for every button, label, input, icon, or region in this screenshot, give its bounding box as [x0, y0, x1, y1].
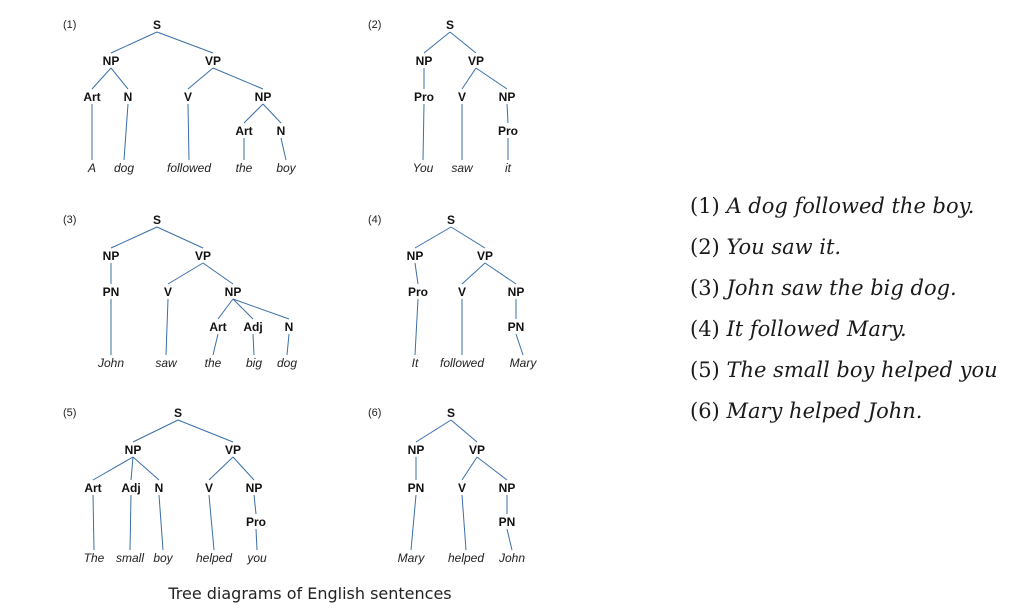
tree-5-node-n-n: N	[154, 481, 164, 495]
tree-4-edge-pn-to-w3	[516, 334, 523, 355]
figure-caption: Tree diagrams of English sentences	[168, 584, 452, 603]
tree-3-edge-np2-to-adj	[233, 299, 253, 319]
tree-3-word-the-w3: the	[204, 356, 222, 370]
tree-3-node-vp-vp: VP	[194, 249, 212, 263]
tree-3-node-v-v: V	[163, 285, 173, 299]
tree-5-edge-np-to-adj	[131, 457, 133, 480]
tree-3-edge-vp-to-v	[168, 263, 203, 284]
tree-2-word-saw-w2: saw	[451, 161, 473, 175]
tree-3-node-s-s: S	[152, 213, 162, 227]
tree-6-edge-vp-to-v	[462, 457, 477, 480]
tree-2-node-pro-pro: Pro	[413, 90, 435, 104]
tree-2-edge-pro-to-w1	[423, 104, 424, 160]
tree-6-node-s-s: S	[446, 406, 456, 420]
tree-1-node-n-n: N	[123, 90, 133, 104]
tree-5-edge-np-to-art	[93, 457, 133, 480]
tree-1-node-art-art2: Art	[235, 124, 253, 138]
tree-6-word-helped-w2: helped	[447, 551, 485, 565]
tree-2-edge-s-to-np	[424, 32, 450, 53]
tree-1-edge-s-to-vp	[157, 32, 213, 53]
tree-5-node-vp-vp: VP	[224, 443, 242, 457]
tree-5	[63, 406, 267, 565]
tree-3-word-john-w1: John	[97, 356, 125, 370]
tree-1-node-np-np2: NP	[254, 90, 272, 104]
tree-5-edge-art-to-w1	[93, 495, 94, 550]
tree-1	[63, 18, 297, 175]
tree-3-edge-v-to-w2	[166, 299, 168, 355]
tree-5-node-pro-pro: Pro	[245, 515, 267, 529]
tree-6-node-pn-pn2: PN	[498, 515, 516, 529]
tree-1-node-v-v: V	[183, 90, 193, 104]
tree-1-node-s-s: S	[152, 18, 162, 32]
tree-4-node-np-np: NP	[406, 249, 424, 263]
sentence-3: (3) John saw the big dog.	[690, 276, 957, 300]
trees-layer	[63, 18, 537, 565]
tree-3-edge-np2-to-n	[233, 299, 289, 319]
sentence-4: (4) It followed Mary.	[690, 317, 907, 341]
tree-6	[368, 406, 525, 565]
tree-5-word-boy-w3: boy	[153, 551, 173, 565]
tree-5-edge-n-to-w3	[159, 495, 163, 550]
tree-3-node-np-np: NP	[102, 249, 120, 263]
tree-4-node-vp-vp: VP	[476, 249, 494, 263]
tree-5-node-adj-adj: Adj	[121, 481, 141, 495]
tree-3-number: (3)	[63, 214, 77, 226]
tree-1-edge-s-to-np	[111, 32, 157, 53]
tree-2-edge-s-to-vp	[450, 32, 476, 53]
tree-3-edge-s-to-vp	[157, 227, 203, 248]
sentence-5: (5) The small boy helped you	[690, 358, 998, 382]
sentence-list	[690, 186, 1029, 432]
tree-5-word-the-w1: The	[83, 551, 105, 565]
tree-2-edge-vp-to-np2	[476, 68, 507, 89]
tree-6-edge-s-to-vp	[451, 420, 477, 442]
tree-2-node-v-v: V	[457, 90, 467, 104]
tree-3-edge-n-to-w5	[287, 334, 289, 355]
tree-1-word-boy-w5: boy	[276, 161, 296, 175]
tree-1-edge-vp-to-v	[188, 68, 213, 89]
sentence-2: (2) You saw it.	[690, 235, 842, 259]
tree-4	[368, 213, 537, 370]
tree-4-word-mary-w3: Mary	[509, 356, 537, 370]
tree-2-word-you-w1: You	[412, 161, 434, 175]
tree-1-word-followed-w3: followed	[166, 161, 212, 175]
sentence-6: (6) Mary helped John.	[690, 399, 923, 423]
tree-4-node-pn-pn: PN	[507, 320, 525, 334]
tree-1-edge-n2-to-w5	[281, 138, 286, 160]
tree-5-number: (5)	[63, 407, 77, 419]
tree-3-edge-adj-to-w4	[253, 334, 254, 355]
tree-6-node-pn-pn: PN	[407, 481, 425, 495]
tree-4-edge-s-to-vp	[451, 227, 485, 248]
tree-5-edge-v-to-w4	[209, 495, 214, 550]
tree-6-edge-pn2-to-w3	[507, 529, 512, 550]
tree-3-edge-art-to-w3	[213, 334, 218, 355]
tree-5-node-v-v: V	[204, 481, 214, 495]
tree-5-node-s-s: S	[173, 406, 183, 420]
tree-5-node-art-art: Art	[84, 481, 102, 495]
tree-3-node-pn-pn: PN	[102, 285, 120, 299]
tree-3-node-np-np2: NP	[224, 285, 242, 299]
tree-5-edge-s-to-np	[133, 420, 178, 442]
tree-5-edge-vp-to-np2	[233, 457, 254, 480]
tree-2-node-s-s: S	[445, 18, 455, 32]
tree-1-word-the-w4: the	[235, 161, 253, 175]
tree-4-node-s-s: S	[446, 213, 456, 227]
tree-1-word-a-w1: A	[87, 161, 97, 175]
tree-5-node-np-np2: NP	[245, 481, 263, 495]
tree-6-node-np-np: NP	[407, 443, 425, 457]
tree-2	[368, 18, 518, 175]
tree-1-edge-np2-to-n2	[263, 104, 281, 123]
tree-1-edge-np2-to-art2	[244, 104, 263, 123]
tree-4-node-pro-pro: Pro	[407, 285, 429, 299]
tree-2-number: (2)	[368, 19, 382, 31]
tree-6-node-v-v: V	[457, 481, 467, 495]
tree-2-edge-vp-to-v	[462, 68, 476, 89]
tree-4-word-it-w1: It	[411, 356, 419, 370]
tree-4-edge-np-to-pro	[415, 263, 418, 284]
tree-5-edge-np2-to-pro	[254, 495, 256, 514]
tree-1-node-art-art: Art	[83, 90, 101, 104]
tree-5-edge-s-to-vp	[178, 420, 233, 442]
tree-3-edge-vp-to-np2	[203, 263, 233, 284]
tree-1-node-np-np: NP	[102, 54, 120, 68]
tree-5-edge-adj-to-w2	[130, 495, 131, 550]
tree-6-number: (6)	[368, 407, 382, 419]
tree-2-edge-np2-to-pro2	[507, 104, 508, 123]
tree-5-word-small-w2: small	[115, 551, 145, 565]
tree-3	[63, 213, 297, 370]
tree-1-number: (1)	[63, 19, 77, 31]
sentence-1: (1) A dog followed the boy.	[690, 194, 975, 218]
tree-2-node-np-np2: NP	[498, 90, 516, 104]
tree-6-word-john-w3: John	[498, 551, 526, 565]
tree-2-node-vp-vp: VP	[467, 54, 485, 68]
tree-6-node-np-np2: NP	[498, 481, 516, 495]
tree-5-word-you-w5: you	[247, 551, 267, 565]
tree-1-edge-vp-to-np2	[213, 68, 263, 89]
tree-4-number: (4)	[368, 214, 382, 226]
tree-3-node-adj-adj: Adj	[243, 320, 263, 334]
tree-6-edge-pn-to-w1	[411, 495, 416, 550]
tree-3-edge-s-to-np	[111, 227, 157, 248]
tree-1-word-dog-w2: dog	[113, 161, 135, 175]
tree-3-word-saw-w2: saw	[155, 356, 177, 370]
tree-5-word-helped-w4: helped	[195, 551, 233, 565]
tree-5-edge-pro-to-w5	[256, 529, 257, 550]
tree-2-word-it-w3: it	[505, 161, 511, 175]
tree-5-edge-vp-to-v	[209, 457, 233, 480]
tree-6-node-vp-vp: VP	[468, 443, 486, 457]
tree-4-word-followed-w2: followed	[439, 356, 485, 370]
tree-4-edge-vp-to-np2	[485, 263, 516, 284]
tree-6-word-mary-w1: Mary	[397, 551, 425, 565]
tree-1-edge-n-to-w2	[124, 104, 128, 160]
tree-3-node-n-n: N	[284, 320, 294, 334]
tree-1-edge-np-to-n	[111, 68, 128, 89]
tree-1-edge-v-to-w3	[188, 104, 189, 160]
tree-1-edge-np-to-art	[92, 68, 111, 89]
tree-2-node-pro-pro2: Pro	[497, 124, 519, 138]
tree-3-word-dog-w5: dog	[276, 356, 298, 370]
tree-4-edge-s-to-np	[415, 227, 451, 248]
tree-4-node-np-np2: NP	[507, 285, 525, 299]
tree-4-edge-pro-to-w1	[415, 299, 418, 355]
tree-3-edge-np2-to-art	[218, 299, 233, 319]
tree-1-node-n-n2: N	[276, 124, 286, 138]
tree-6-edge-vp-to-np2	[477, 457, 507, 480]
tree-4-edge-vp-to-v	[462, 263, 485, 284]
tree-5-node-np-np: NP	[124, 443, 142, 457]
tree-2-node-np-np: NP	[415, 54, 433, 68]
tree-1-node-vp-vp: VP	[204, 54, 222, 68]
tree-6-edge-v-to-w2	[462, 495, 466, 550]
tree-3-word-big-w4: big	[245, 356, 263, 370]
tree-3-node-art-art: Art	[209, 320, 227, 334]
tree-5-edge-np-to-n	[133, 457, 159, 480]
tree-6-edge-s-to-np	[416, 420, 451, 442]
tree-4-node-v-v: V	[457, 285, 467, 299]
